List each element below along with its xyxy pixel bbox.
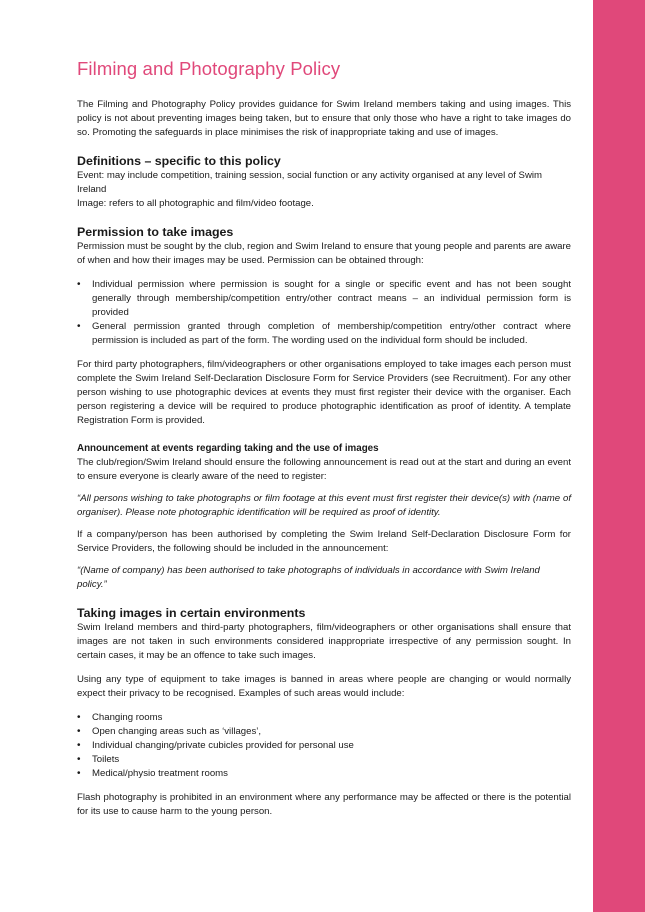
policy-document: [77, 58, 571, 819]
definition-event: Event: may include competition, training session, social function or any activity organised at any level of Swim Ireland: [77, 170, 542, 195]
list-item: • General permission granted through completion of membership/competition entry/other contract where permission is included as part of the form. The wording used on the individual form should be included.: [77, 320, 571, 348]
equipment-paragraph: Using any type of equipment to take images is banned in areas where people are changing or would normally expect their privacy to be recognised. Examples of such areas would include:: [77, 674, 571, 699]
pink-side-bar: [593, 0, 645, 912]
page-title: Filming and Photography Policy: [77, 58, 341, 79]
announcement-heading: Announcement at events regarding taking and the use of images: [77, 443, 379, 454]
areas-list: [77, 711, 571, 781]
list-item: • Open changing areas such as ‘villages’,: [77, 725, 571, 739]
list-item: • Individual changing/private cubicles provided for personal use: [77, 739, 571, 753]
announcement-quote-authorised: “(Name of company) has been authorised to take photographs of individuals in accordance with Swim Ireland policy.”: [77, 565, 540, 590]
list-item: • Medical/physio treatment rooms: [77, 767, 571, 781]
permission-list: [77, 278, 571, 348]
list-item: • Individual permission where permission is sought for a single or specific event and has not been sought generally through membership/competition entry/other contract means – an individual permission form is provided: [77, 278, 571, 320]
intro-paragraph: The Filming and Photography Policy provides guidance for Swim Ireland members taking and using images. This policy is not about preventing images being taken, but to ensure that only those who have a right to take images do so. Promoting the safeguards in place minimises the risk of inappropriate taking and use of images.: [77, 99, 571, 138]
list-item: • Toilets: [77, 753, 571, 767]
environments-heading: Taking images in certain environments: [77, 606, 306, 620]
third-party-paragraph: For third party photographers, film/videographers or other organisations employed to take images each person must complete the Swim Ireland Self-Declaration Disclosure Form for Service Providers (see Recruitment). For any other person wishing to use photographic devices at events they must first register their device with the organiser. Each person registering a device will be required to produce photographic identification as proof of identity. A template Registration Form is provided.: [77, 359, 571, 426]
announcement-quote-register: “All persons wishing to take photographs or film footage at this event must first register their device(s) with (name of organiser). Please note photographic identification will be required as proof of identity.: [77, 493, 571, 518]
environments-text: Swim Ireland members and third-party photographers, film/videographers or other organisations shall ensure that images are not taken in such environments considered inappropriate irrespective of any permission sought. In certain cases, it may be an offence to take such images.: [77, 622, 571, 661]
permission-heading: Permission to take images: [77, 225, 234, 239]
definitions-heading: Definitions – specific to this policy: [77, 154, 281, 168]
list-item: • Changing rooms: [77, 711, 571, 725]
authorised-paragraph: If a company/person has been authorised by completing the Swim Ireland Self-Declaration Disclosure Form for Service Providers, the following should be included in the announcement:: [77, 529, 571, 554]
flash-paragraph: Flash photography is prohibited in an environment where any performance may be affected or there is the potential for its use to cause harm to the young person.: [77, 792, 571, 817]
announcement-text: The club/region/Swim Ireland should ensure the following announcement is read out at the start and during an event to ensure everyone is clearly aware of the need to register:: [77, 457, 571, 482]
definition-image: Image: refers to all photographic and film/video footage.: [77, 198, 314, 209]
permission-text: Permission must be sought by the club, region and Swim Ireland to ensure that young people and parents are aware of when and how their images may be used. Permission can be obtained through:: [77, 241, 571, 266]
